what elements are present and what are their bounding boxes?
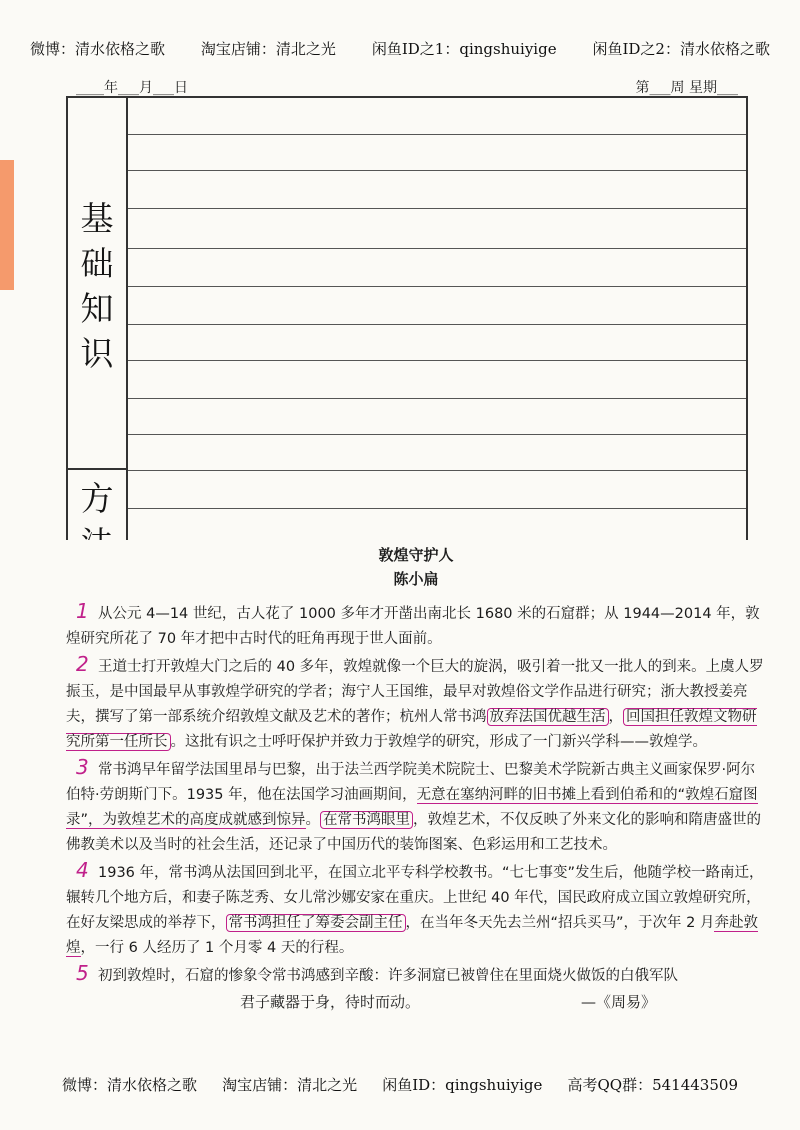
ruled-line [128, 248, 746, 249]
paragraph-text: 从公元 4—14 世纪，古人花了 1000 多年才开凿出南北长 1680 米的石窟群；从 1944—2014 年，敦煌研究所花了 70 年才把中古时代的旺角再现于世人面前。 [66, 606, 760, 647]
header-xianyu-1: 闲鱼ID之1：qingshuiyige [371, 40, 557, 58]
article-author: 陈小扁 [393, 570, 439, 588]
ruled-line [128, 170, 746, 171]
paragraph-text: 。 [305, 812, 321, 828]
paragraph-text: ，一行 6 人经历了 1 个月零 4 天的行程。 [80, 940, 354, 956]
notebook-grid [66, 96, 748, 550]
circled-text: 回国担任敦煌文物研究所第一任所长 [66, 709, 757, 750]
footer-taobao: 淘宝店铺：清北之光 [222, 1076, 358, 1094]
paragraph-number: 1 [76, 599, 89, 623]
page-footer [62, 1074, 738, 1095]
header-taobao: 淘宝店铺：清北之光 [200, 40, 336, 58]
article-paragraph [66, 652, 766, 755]
ruled-line [128, 398, 746, 399]
paragraph-number: 5 [76, 961, 89, 985]
underlined-text: 无意在塞纳河畔的旧书摊上看到伯希和的“敦煌石窟图录”，为敦煌艺术的高度成就感到惊异 [66, 787, 758, 828]
section-char: 方 [80, 479, 114, 518]
ruled-line [128, 208, 746, 209]
paragraph-text: 1936 年，常书鸿从法国回到北平，在国立北平专科学校教书。“七七事变”发生后，他随学校一路南迁，辗转几个地方后，和妻子陈芝秀、女儿常沙娜安家在重庆。上世纪 40 年代，国民政府成立国立敦煌研究所，在好友梁思成的举荐下， [66, 865, 764, 931]
paragraph-text: 初到敦煌时，石窟的惨象令常书鸿感到辛酸：许多洞窟已被曾住在里面烧火做饭的白俄军队 [98, 968, 678, 984]
article-paragraph [66, 858, 766, 961]
section-char: 础 [80, 244, 114, 283]
paragraph-number: 3 [76, 755, 89, 779]
ruled-line [128, 134, 746, 135]
paragraph-number: 4 [76, 858, 89, 882]
footer-weibo: 微博：清水依格之歌 [62, 1076, 198, 1094]
article [66, 540, 766, 1012]
page-header [30, 38, 770, 59]
quote-line [66, 991, 766, 1012]
ruled-line [128, 360, 746, 361]
article-paragraph [66, 755, 766, 858]
section-char: 识 [80, 334, 114, 373]
footer-xianyu: 闲鱼ID：qingshuiyige [382, 1076, 543, 1094]
week-field: 第___周 星期___ [635, 80, 738, 96]
quote-text: 君子藏器于身，待时而动。 [240, 993, 421, 1011]
paragraph-text: 常书鸿早年留学法国里昂与巴黎，出于法兰西学院美术院院士、巴黎美术学院新古典主义画家保罗·阿尔伯特·劳朗斯门下。1935 年，他在法国学习油画期间， [66, 762, 756, 803]
paragraph-text: 。这批有识之士呼吁保护并致力于敦煌学的研究，形成了一门新兴学科——敦煌学。 [170, 734, 707, 750]
side-column [68, 98, 128, 550]
header-xianyu-2: 闲鱼ID之2：清水依格之歌 [592, 40, 770, 58]
section-char: 知 [80, 289, 114, 328]
article-paragraph [66, 961, 766, 989]
article-paragraph [66, 599, 766, 652]
margin-tab [0, 160, 14, 290]
quote-source: —《周易》 [580, 993, 656, 1011]
article-body [66, 599, 766, 989]
section-label-basic-knowledge [68, 196, 126, 376]
footer-qq-group: 高考QQ群：541443509 [567, 1076, 738, 1094]
ruled-line [128, 324, 746, 325]
circled-text: 放弃法国优越生活 [487, 708, 609, 726]
date-field: ____年___月___日 [76, 80, 188, 96]
paragraph-text: ，敦煌艺术，不仅反映了外来文化的影响和隋唐盛世的佛教美术以及当时的社会生活，还记录了中国历代的装饰图案、色彩运用和工艺技术。 [66, 812, 762, 853]
header-weibo: 微博：清水依格之歌 [30, 40, 166, 58]
section-char: 基 [80, 199, 114, 238]
ruled-line [128, 470, 746, 471]
circled-text: 在常书鸿眼里 [320, 811, 413, 829]
paragraph-text: ， [608, 709, 623, 725]
paragraph-number: 2 [76, 652, 89, 676]
circled-text: 常书鸿担任了筹委会副主任 [226, 914, 406, 932]
ruled-line [128, 434, 746, 435]
paragraph-text: ，在当年冬天先去兰州“招兵买马”，于次年 2 月 [405, 915, 715, 931]
article-title: 敦煌守护人 [378, 546, 454, 564]
section-divider [68, 468, 126, 470]
ruled-line [128, 286, 746, 287]
ruled-line [128, 508, 746, 509]
paragraph-text: 王道士打开敦煌大门之后的 40 多年，敦煌就像一个巨大的旋涡，吸引着一批又一批人的到来。上虞人罗振玉，是中国最早从事敦煌学研究的学者；海宁人王国维，最早对敦煌俗文学作品进行研究；浙大教授姜亮夫，撰写了第一部系统介绍敦煌文献及艺术的著作；杭州人常书鸿 [66, 659, 764, 725]
underlined-text: 奔赴敦煌 [66, 915, 758, 956]
